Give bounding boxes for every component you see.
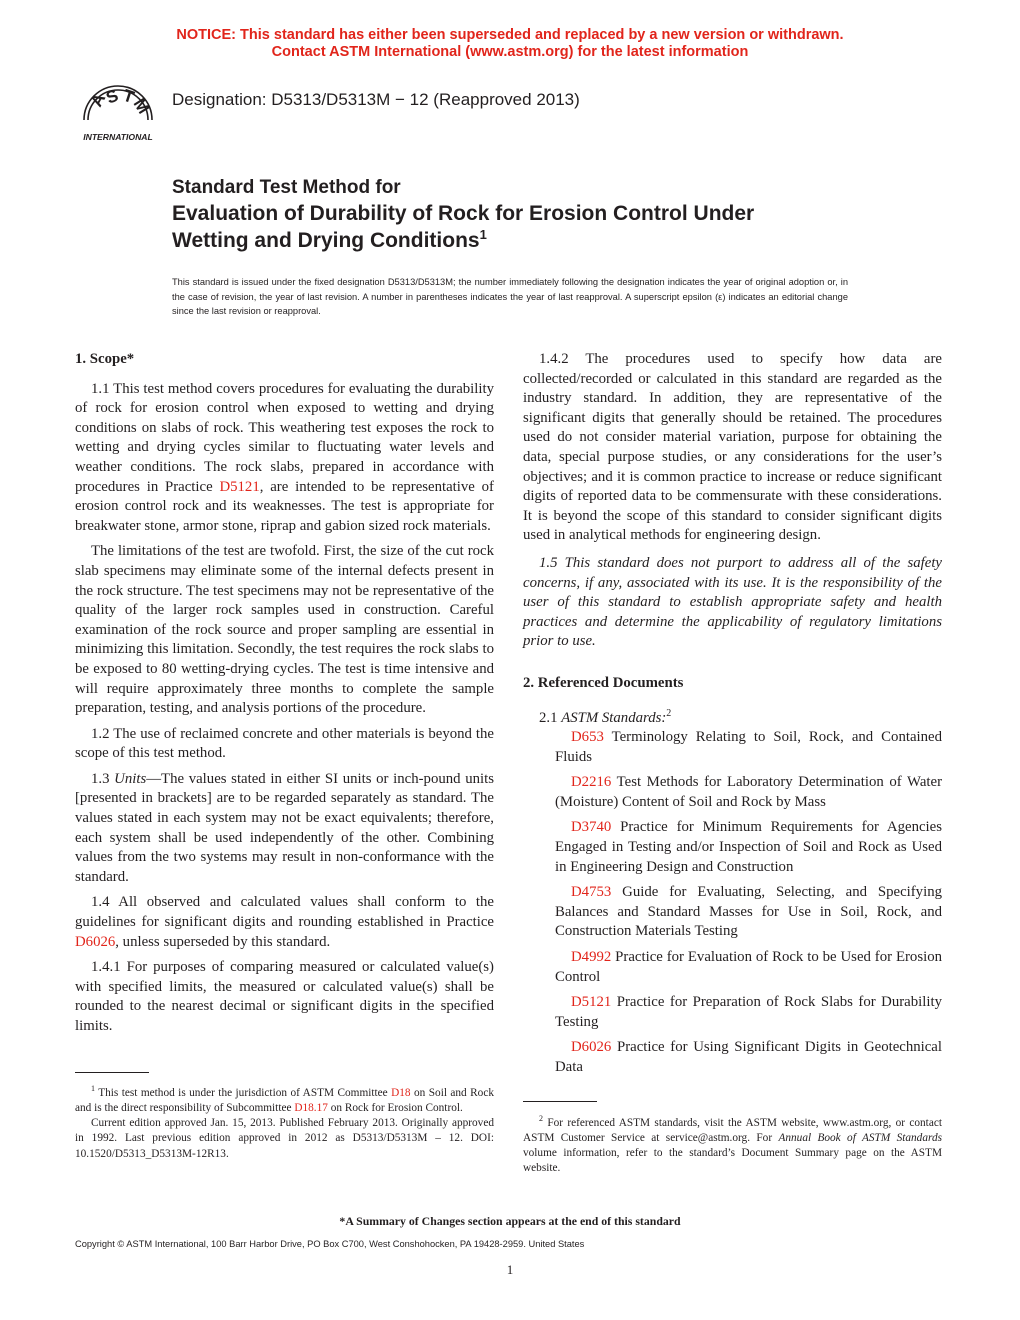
paragraph-1-3 [75, 770, 494, 888]
paragraph-1-4-1: 1.4.1 For purposes of comparing measured or calculated value(s) with specified limits, the measured or calculated value(s) shall be rounded to the nearest decimal or significant digits in the specified limits. [75, 959, 494, 1034]
referenced-standards-list [523, 728, 942, 1078]
paragraph-1-1-text: 1.1 This test method covers procedures for evaluating the durability of rock for erosion control when exposed to wetting and drying conditions on slabs of rock. This weathering test exposes the rock to wetting and drying cycles similar to fluctuating water levels and weather conditions. The rock slabs, prepared in accordance with procedures in Practice [75, 380, 494, 495]
footnote-2-text-a: For referenced ASTM standards, visit the ASTM website, www.astm.org, or contact ASTM Customer Service at service@astm.org. For [523, 1116, 942, 1144]
footnote-1-text-b: on Soil and Rock and is the direct responsibility of Subcommittee [75, 1086, 494, 1114]
footnote-1-para-2: Current edition approved Jan. 15, 2013. Published February 2013. Originally approved in 1992. Last previous edition approved in 2012 as D5313/D5313M – 12. DOI: 10.1520/D5313_D5313M-12R13. [75, 1117, 494, 1160]
standard-code-link[interactable]: D2216 [571, 774, 612, 791]
withdrawal-notice [0, 27, 1020, 61]
astm-logo [74, 74, 162, 144]
paragraph-1-3-num: 1.3 [91, 770, 115, 787]
standard-code-link[interactable]: D4992 [571, 948, 612, 965]
section-heading-referenced-documents: 2. Referenced Documents [523, 674, 684, 691]
subheading-label: ASTM Standards: [561, 709, 667, 726]
referenced-standard-item [523, 818, 942, 877]
paragraph-1-4-text: 1.4 All observed and calculated values shall conform to the guidelines for significant digits and rounding established in Practice [75, 894, 494, 931]
paragraph-1-2: 1.2 The use of reclaimed concrete and other materials is beyond the scope of this test method. [75, 725, 494, 762]
footnote-2-book-title: Annual Book of ASTM Standards [778, 1131, 943, 1144]
footnote-2 [523, 1111, 942, 1177]
document-title [172, 176, 872, 254]
referenced-standard-item [523, 883, 942, 942]
footnote-2-mark: 2 [539, 1114, 543, 1123]
left-column [75, 350, 494, 1043]
link-d6026[interactable]: D6026 [75, 933, 116, 950]
logo-letter-a: A [86, 90, 110, 110]
footnote-1 [75, 1081, 494, 1162]
standard-title: Practice for Evaluation of Rock to be Used for Erosion Control [555, 948, 942, 985]
subheading-footnote-mark: 2 [666, 707, 672, 719]
standard-title: Test Methods for Laboratory Determination of Water (Moisture) Content of Soil and Rock by Mass [555, 774, 942, 810]
title-footnote-mark: 1 [479, 227, 487, 242]
footnote-rule-left [75, 1072, 149, 1073]
section-heading-scope: 1. Scope* [75, 351, 135, 367]
paragraph-1-3-units: Units [114, 770, 147, 787]
standard-code-link[interactable]: D6026 [571, 1039, 612, 1056]
title-line-2: Evaluation of Durability of Rock for Erosion Control Under [172, 202, 755, 225]
title-line-3-text: Wetting and Drying Conditions [172, 229, 480, 252]
link-d5121[interactable]: D5121 [219, 478, 260, 495]
referenced-standard-item [523, 993, 942, 1032]
footnote-rule-right [523, 1101, 597, 1102]
standard-code-link[interactable]: D3740 [571, 819, 612, 836]
paragraph-1-4-2: 1.4.2 The procedures used to specify how data are collected/recorded or calculated in this standard are regarded as the industry standard. In addition, they are representative of the significant digits that generally should be retained. The procedures used do not consider material variation, purpose for obtaining the data, special purpose studies, or any considerations for the user’s objectives; and it is common practice to increase or reduce significant digits of reported data to be commensurate with these considerations. It is beyond the scope of this standard to consider significant digits used in analytical methods for engineering design. [523, 351, 942, 544]
standard-code-link[interactable]: D5121 [571, 994, 612, 1011]
paragraph-1-3-text: —The values stated in either SI units or inch-pound units [presented in brackets] are to be regarded separately as standard. The values stated in each system may not be exact equivalents; therefore, each system shall be used independently of the other. Combining values from the two systems may result in non-conformance with the standard. [75, 770, 494, 885]
paragraph-1-4-text-end: , unless superseded by this standard. [115, 933, 331, 950]
paragraph-limitations: The limitations of the test are twofold. First, the size of the cut rock slab specimens may eliminate some of the internal defects present in the rock structure. The test specimens may not be representative of the quality of the larger rock samples used in construction. Careful examination of the rock source and proper sampling are essential in minimizing this limitation. Secondly, the test requires the rock slabs to be exposed to 80 wetting-drying cycles. The test is time intensive and will require approximately three months to complete the sample preparation, testing, and analysis portions of the procedure. [75, 543, 494, 717]
link-d18-17[interactable]: D18.17 [294, 1101, 328, 1114]
footnote-2-text-b: volume information, refer to the standard’s Document Summary page on the ASTM website. [523, 1147, 942, 1175]
paragraph-1-5: 1.5 This standard does not purport to address all of the safety concerns, if any, associated with its use. It is the responsibility of the user of this standard to establish appropriate safety and health practices and determine the applicability of regulatory limitations prior to use. [523, 554, 942, 650]
logo-caption: INTERNATIONAL [83, 132, 153, 142]
summary-of-changes-note: *A Summary of Changes section appears at the end of this standard [339, 1214, 681, 1228]
referenced-standard-item [523, 773, 942, 812]
astm-standards-subheading [523, 704, 942, 729]
footnote-1-text-a: This test method is under the jurisdiction of ASTM Committee [95, 1086, 392, 1099]
logo-letter-t: T [120, 85, 137, 108]
page-number: 1 [506, 1262, 514, 1277]
referenced-standard-item [523, 728, 942, 767]
standard-title: Terminology Relating to Soil, Rock, and Contained Fluids [555, 729, 942, 765]
paragraph-1-4 [75, 893, 494, 952]
copyright-line: Copyright © ASTM International, 100 Barr Harbor Drive, PO Box C700, West Conshohocken, PA 19428-2959. United States [75, 1239, 585, 1249]
footnote-2-para [523, 1111, 942, 1177]
logo-letter-m: M [129, 95, 154, 118]
standard-title: Practice for Minimum Requirements for Agencies Engaged in Testing and/or Inspection of Soil and Rock as Used in Engineering Design and Construction [555, 819, 942, 875]
notice-line-2: Contact ASTM International (www.astm.org) for the latest information [271, 44, 749, 60]
footnote-1-mark: 1 [91, 1084, 95, 1093]
notice-line-1: NOTICE: This standard has either been superseded and replaced by a new version or withdrawn. [176, 27, 844, 43]
issuance-statement: This standard is issued under the fixed designation D5313/D5313M; the number immediately following the designation indicates the year of original adoption or, in the case of revision, the year of last revision. A number in parentheses indicates the year of last reapproval. A superscript epsilon (ε) indicates an editorial change since the last revision or reapproval. [172, 277, 848, 317]
standard-code-link[interactable]: D4753 [571, 884, 612, 901]
logo-letter-s: S [103, 85, 122, 108]
title-line-1: Standard Test Method for [172, 177, 401, 198]
footnote-1-text-c: on Rock for Erosion Control. [327, 1101, 463, 1114]
designation: Designation: D5313/D5313M − 12 (Reapproved 2013) [172, 90, 580, 109]
right-column [523, 350, 942, 1084]
title-line-3 [172, 227, 872, 254]
standard-title: Practice for Using Significant Digits in Geotechnical Data [555, 1039, 942, 1075]
referenced-standard-item [523, 948, 942, 987]
footnote-1-para-1 [75, 1081, 494, 1116]
link-d18[interactable]: D18 [391, 1086, 411, 1099]
standard-title: Practice for Preparation of Rock Slabs for Durability Testing [555, 994, 942, 1030]
paragraph-1-1-text-end: , are intended to be representative of erosion control rock and its weaknesses. The test is appropriate for breakwater stone, armor stone, riprap and gabion sized rock materials. [75, 478, 494, 534]
subheading-num: 2.1 [539, 709, 562, 726]
referenced-standard-item [523, 1038, 942, 1077]
standard-code-link[interactable]: D653 [571, 729, 604, 746]
standard-title: Guide for Evaluating, Selecting, and Specifying Balances and Standard Masses for Use in Soil, Rock, and Construction Materials Testing [555, 884, 942, 940]
paragraph-1-1 [75, 380, 494, 537]
